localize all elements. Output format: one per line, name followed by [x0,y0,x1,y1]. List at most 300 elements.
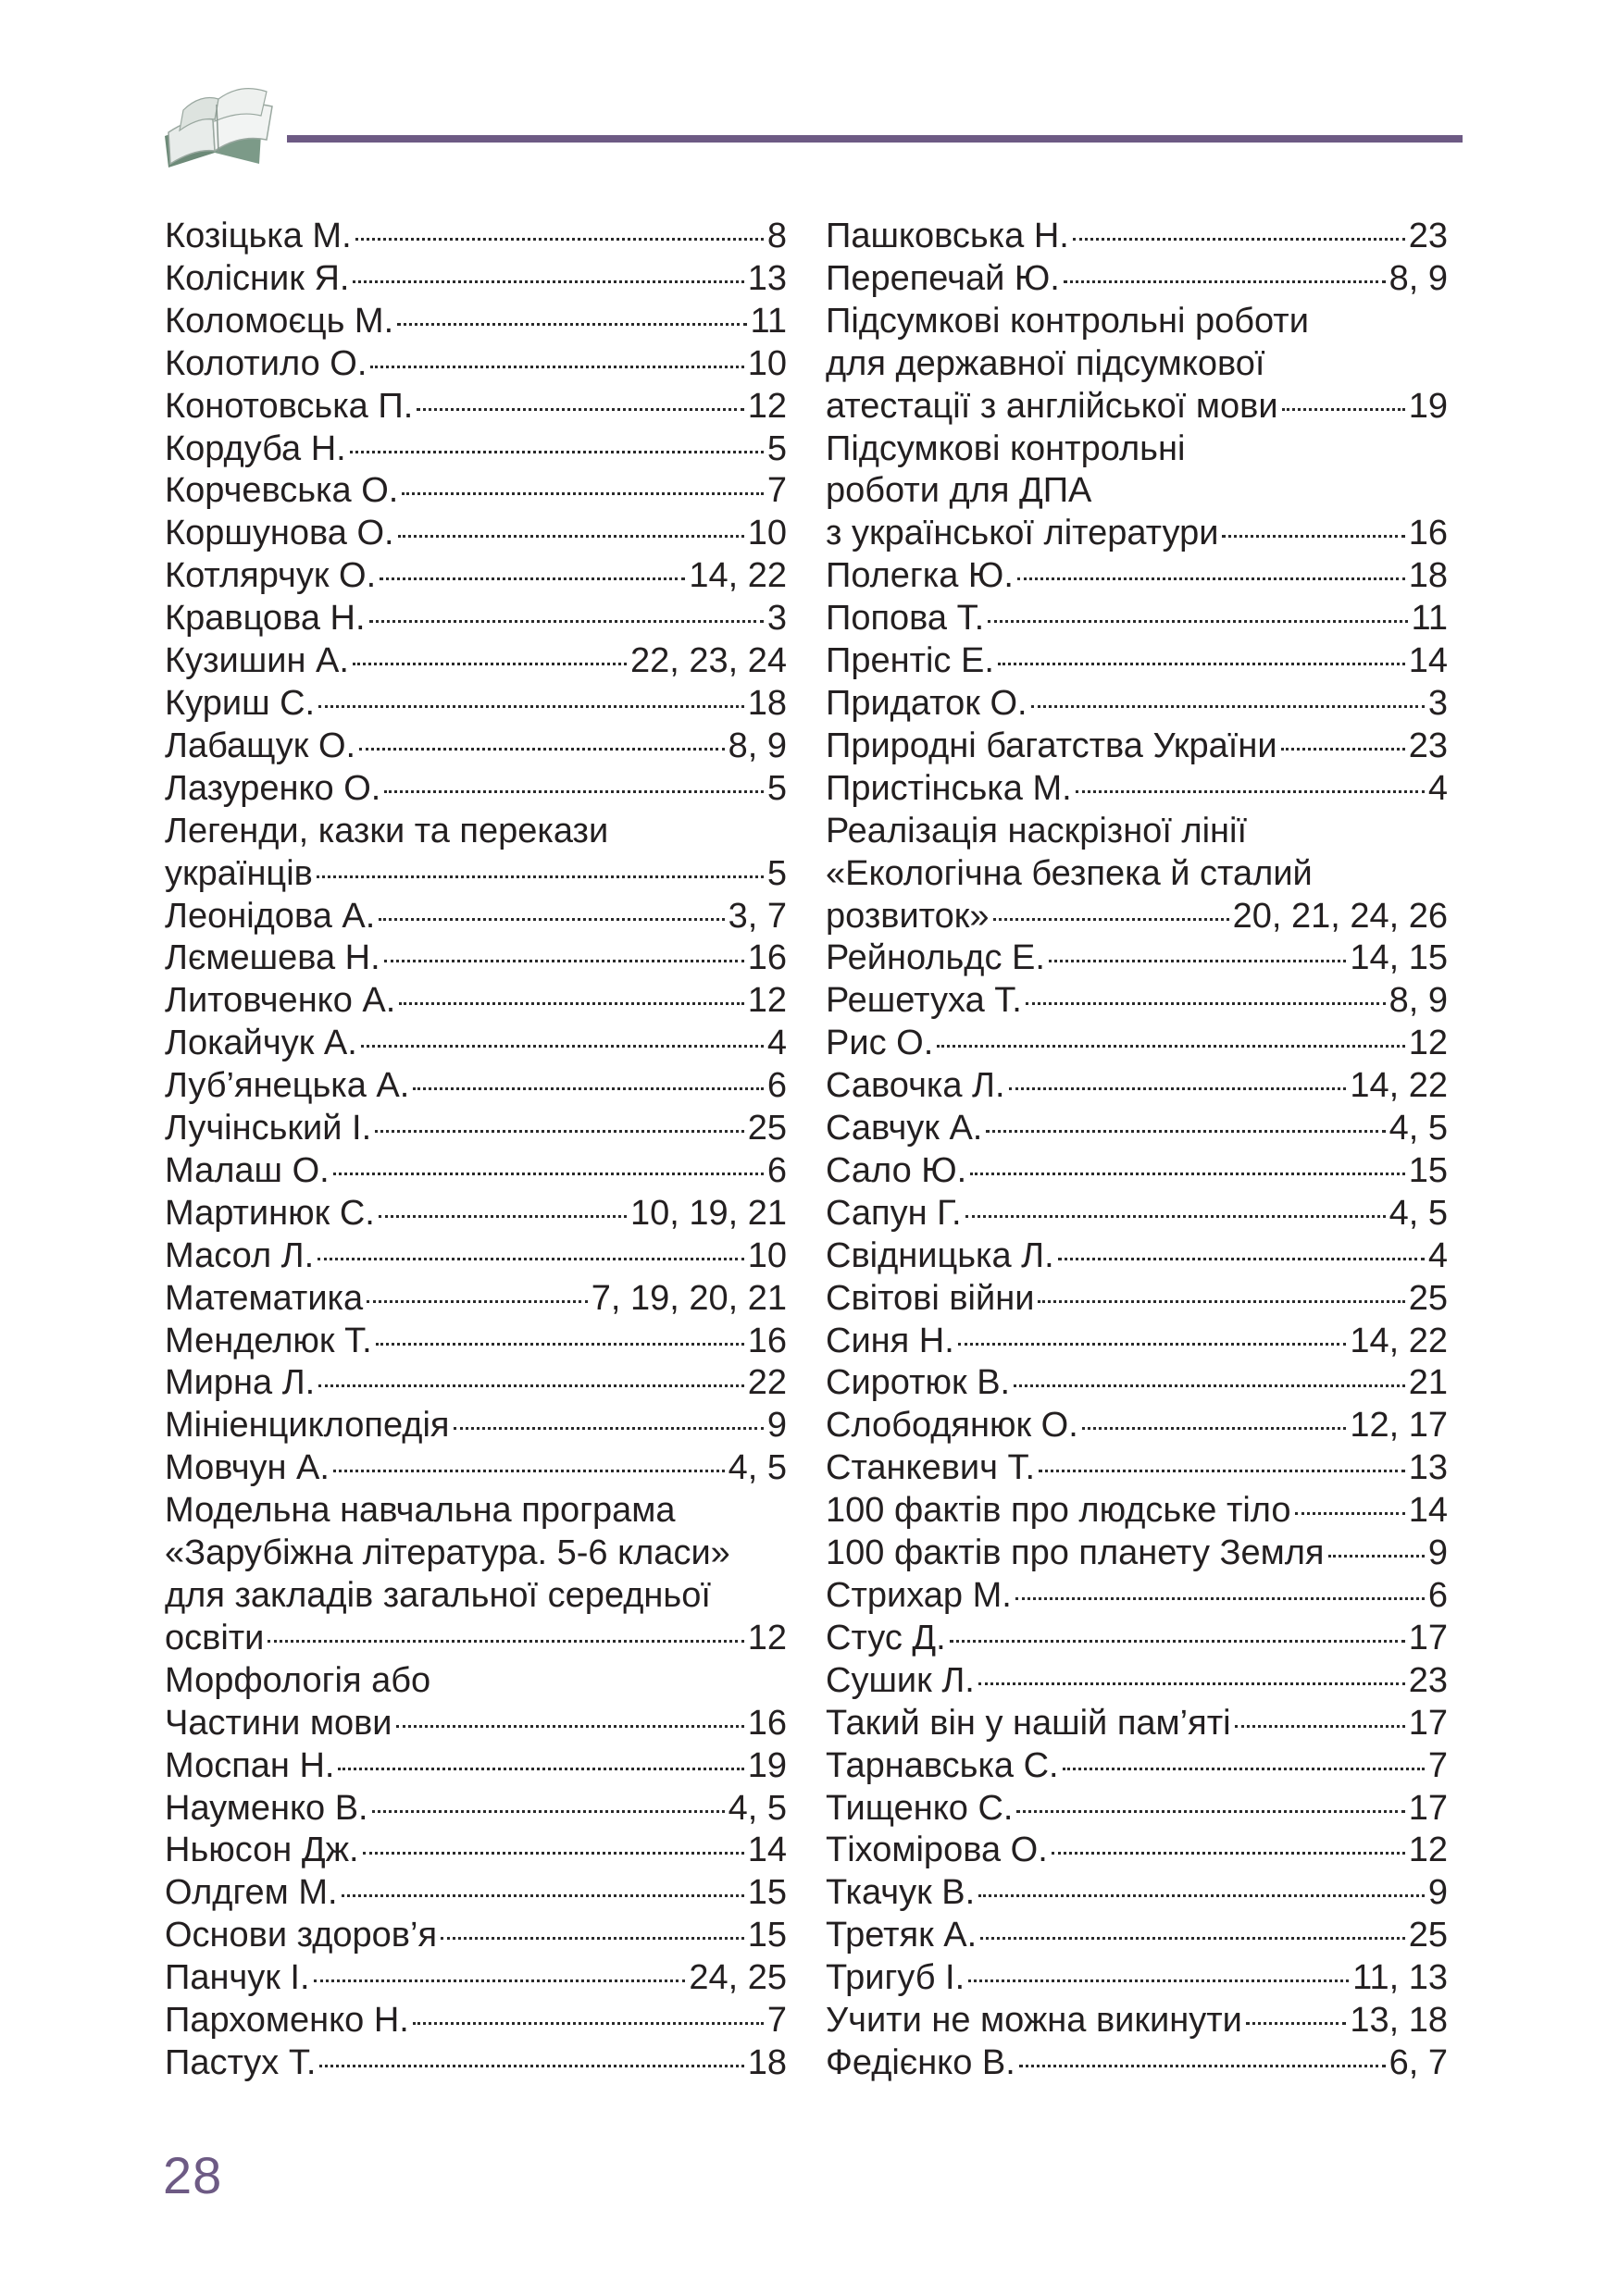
index-entry [165,428,787,471]
dot-leader [376,1343,744,1346]
index-entry [165,2000,787,2042]
index-entry [826,1660,1448,1703]
index-entry [826,1108,1448,1150]
index-entry [165,1150,787,1193]
index-entry-name: Синя Н. [826,1321,954,1360]
dot-leader [318,1258,744,1260]
index-entry-pages: 18 [747,2042,787,2082]
index-entry-pages: 15 [747,1873,787,1913]
index-entry-text: роботи для ДПА [826,471,1092,511]
dot-leader [317,875,764,878]
index-entry-pages: 3 [1427,683,1448,723]
index-entry-row [165,1872,787,1915]
dot-leader [1064,280,1386,283]
index-entry-name: Коршунова О. [165,514,394,553]
index-entry [826,1362,1448,1405]
index-entry [826,726,1448,768]
index-entry [826,1023,1448,1065]
index-entry [826,1788,1448,1831]
index-column-left [165,216,787,2085]
index-entry-pages: 8, 9 [1389,981,1448,1021]
index-entry-row [165,1321,787,1363]
index-entry [826,1618,1448,1660]
index-entry [165,1235,787,1278]
index-entry-text: для закладів загальної середньої [165,1576,711,1615]
index-entry-row [165,216,787,258]
index-entry-name: Сапун Г. [826,1193,962,1233]
index-entry [826,1957,1448,2000]
index-entry-row [826,980,1448,1023]
index-entry [165,301,787,343]
index-entry-name: Тригуб І. [826,1958,965,1998]
dot-leader [384,790,764,793]
index-entry [826,1405,1448,1447]
index-entry-row [826,1235,1448,1278]
index-entry-name: Менделюк Т. [165,1321,372,1360]
index-entry-name: Панчук І. [165,1958,310,1998]
dot-leader [1328,1555,1425,1558]
index-entry [165,258,787,301]
index-entry-row [826,386,1448,428]
index-entry-pages: 24, 25 [689,1958,787,1998]
index-entry-pages: 4 [1427,1235,1448,1275]
index-entry-row [826,1872,1448,1915]
index-entry-name: Світові війни [826,1278,1035,1318]
index-entry [826,301,1448,428]
index-entry-pages: 6 [766,1150,787,1190]
index-entry [826,811,1448,938]
index-entry-pages: 3 [766,599,787,639]
index-entry-name: Олдгем М. [165,1873,338,1913]
index-entry [826,1321,1448,1363]
index-entry-name: 100 фактів про планету Земля [826,1533,1325,1573]
index-entry-pages: 17 [1408,1788,1448,1828]
index-entry-pages: 4, 5 [728,1788,787,1828]
index-entry-name: Ткачук В. [826,1873,976,1913]
index-entry-pages: 14, 22 [1350,1321,1448,1360]
index-entry-name: Кузишин А. [165,641,349,681]
index-entry-text: для державної підсумкової [826,343,1265,383]
index-entry-row [826,258,1448,301]
dot-leader [359,748,725,751]
index-entry [165,1321,787,1363]
index-entry-row [165,896,787,938]
index-entry-name: Малаш О. [165,1150,330,1190]
index-entry-row [826,1830,1448,1872]
index-entry-pages: 23 [1408,217,1448,255]
index-entry-pages: 16 [1408,514,1448,553]
index-entry-name: Рейнольдс Е. [826,938,1045,978]
index-entry-row [165,2042,787,2085]
index-entry [826,1193,1448,1235]
index-entry-name: Станкевич Т. [826,1448,1036,1488]
dot-leader [402,492,764,495]
index-entry-row [826,640,1448,683]
index-entry [165,216,787,258]
index-entry-pages: 23 [1408,1660,1448,1700]
index-entry-pages: 20, 21, 24, 26 [1232,896,1448,936]
index-entry-name: Мартинюк С. [165,1193,375,1233]
index-entry-name: Лучінський І. [165,1109,372,1148]
index-entry-name: Конотовська П. [165,386,414,426]
index-entry-pages: 23 [1408,726,1448,765]
index-entry-text: Морфологія або [165,1660,431,1700]
index-entry-pages: 16 [747,1321,787,1360]
index-entry-row [826,1915,1448,1957]
index-entry [165,1447,787,1490]
index-entry-name: Куриш С. [165,683,316,723]
index-entry-row [826,1957,1448,2000]
dot-leader [370,366,743,368]
index-entry-pages: 12, 17 [1350,1406,1448,1446]
index-entry [826,1065,1448,1108]
index-entry [826,598,1448,640]
header-rule [287,135,1463,143]
index-entry [826,1575,1448,1618]
dot-leader [338,1768,743,1770]
index-entry-pages: 3, 7 [728,896,787,936]
index-entry-row [826,2042,1448,2085]
index-entry-row [165,768,787,811]
dot-leader [1009,1087,1347,1090]
index-entry [165,343,787,386]
index-entry-row [165,1150,787,1193]
dot-leader [986,1130,1385,1133]
index-entry-pages: 7 [766,2001,787,2041]
index-entry [165,1278,787,1321]
dot-leader [1031,705,1425,708]
dot-leader [318,705,744,708]
index-entry-name: Тіхомірова О. [826,1831,1048,1870]
index-entry-pages: 14, 15 [1350,938,1448,978]
index-entry [165,640,787,683]
index-entry-row [826,896,1448,938]
index-entry [826,428,1448,556]
dot-leader [369,620,764,623]
index-entry-row [165,640,787,683]
index-entry-name: Пристінська М. [826,768,1072,808]
index-entry-pages: 25 [1408,1916,1448,1955]
index-entry-row [165,598,787,640]
index-entry [165,1745,787,1788]
index-entry-name: Мирна Л. [165,1363,316,1403]
index-entry-text: Реалізація наскрізної лінії [826,811,1248,850]
index-entry-pages: 13 [1408,1448,1448,1488]
index-entry-name: Пашковська Н. [826,217,1069,255]
dot-leader [1235,1725,1405,1728]
index-entry-name: Сушик Л. [826,1660,975,1700]
index-entry-row [165,386,787,428]
index-entry-row [826,1788,1448,1831]
index-entry-name: Коломоєць М. [165,301,394,341]
index-entry-name: Природні багатства України [826,726,1277,765]
dot-leader [441,1937,744,1940]
index-entry-pages: 15 [747,1916,787,1955]
index-entry-name: Леонідова А. [165,896,376,936]
index-entry-row [165,1447,787,1490]
index-entry-name: Математика [165,1278,364,1318]
dot-leader [342,1894,744,1897]
index-entry-pages: 7 [1427,1745,1448,1785]
dot-leader [319,2065,743,2067]
index-entry [165,1023,787,1065]
index-entry-row [826,1193,1448,1235]
index-entry-pages: 12 [747,386,787,426]
index-entry-text: «Зарубіжна література. 5-6 класи» [165,1533,730,1573]
index-entry [165,513,787,555]
index-entry-name: Федієнко В. [826,2042,1015,2082]
index-entry-row [826,937,1448,980]
index-entry-pages: 21 [1408,1363,1448,1403]
index-entry-pages: 6, 7 [1389,2042,1448,2082]
index-entry-name: Стус Д. [826,1618,946,1657]
index-entry [165,1065,787,1108]
index-entry-pages: 14 [1408,1491,1448,1531]
index-entry [826,2000,1448,2042]
index-entry-row [165,555,787,598]
index-entry-name: Решетуха Т. [826,981,1022,1021]
index-entry-name: Тарнавська С. [826,1745,1059,1785]
index-entry-name: Третяк А. [826,1916,978,1955]
index-entry-pages: 4, 5 [728,1448,787,1488]
index-entry-row [826,1447,1448,1490]
index-entry-name: Лазуренко О. [165,768,381,808]
dot-leader [1014,1384,1405,1387]
index-entry-row [165,726,787,768]
index-entry-row [826,1108,1448,1150]
index-entry [826,555,1448,598]
index-entry [826,1703,1448,1745]
index-entry-pages: 14, 22 [1350,1066,1448,1106]
index-entry-name: 100 фактів про людське тіло [826,1491,1291,1531]
index-entry [826,1745,1448,1788]
index-entry-text: Модельна навчальна програма [165,1491,676,1531]
dot-leader [372,1810,725,1813]
index-entry-pages: 10 [747,343,787,383]
index-entry-row [826,1490,1448,1533]
index-entry-row [165,301,787,343]
dot-leader [398,535,744,538]
index-entry-pages: 6 [1427,1576,1448,1615]
index-entry-name: українців [165,853,313,893]
index-entry-row [826,768,1448,811]
index-entry-pages: 17 [1408,1703,1448,1743]
index-entry-text: Підсумкові контрольні [826,428,1186,468]
index-entry-row [165,1618,787,1660]
index-entry-name: Сиротюк В. [826,1363,1011,1403]
index-entry-row [826,1405,1448,1447]
index-entry [826,1235,1448,1278]
index-entry-row [165,1065,787,1108]
index-entry-pages: 4 [1427,768,1448,808]
dot-leader [993,918,1229,921]
dot-leader [1049,960,1346,962]
index-entry-text: Підсумкові контрольні роботи [826,301,1309,341]
index-entry-row [165,1023,787,1065]
dot-leader [397,323,746,326]
dot-leader [1015,1597,1425,1600]
index-entry [165,811,787,896]
index-entry-name: Науменко В. [165,1788,368,1828]
index-entry-pages: 17 [1408,1618,1448,1657]
dot-leader [454,1427,764,1430]
index-entry-row [826,216,1448,258]
dot-leader [988,620,1407,623]
dot-leader [363,1852,744,1855]
index-entry-row [165,980,787,1023]
index-entry-row [826,1618,1448,1660]
index-entry-pages: 14, 22 [689,556,787,596]
index-column-right [826,216,1448,2085]
index-entry-row [826,1703,1448,1745]
index-entry-name: Сало Ю. [826,1150,967,1190]
index-entry-name: атестації з англійської мови [826,386,1278,426]
index-entry-pages: 25 [747,1109,787,1148]
dot-leader [268,1640,743,1643]
index-entry-name: Попова Т. [826,599,985,639]
index-entry-pages: 12 [747,981,787,1021]
index-entry-row [165,853,787,896]
dot-leader [970,1173,1404,1175]
index-entry-name: Перепечай Ю. [826,258,1060,298]
index-entry [165,937,787,980]
index-entry-row [165,1745,787,1788]
index-entry-name: Масол Л. [165,1235,315,1275]
index-entry-name: Учити не можна викинути [826,2001,1242,2041]
index-entry [165,683,787,726]
index-entry-pages: 4, 5 [1389,1193,1448,1233]
dot-leader [1017,577,1405,580]
index-entry-name: Придаток О. [826,683,1027,723]
index-entry-name: Кордуба Н. [165,428,346,468]
index-entry-pages: 5 [766,853,787,893]
index-entry-row [165,937,787,980]
index-entry-name: Котлярчук О. [165,556,377,596]
dot-leader [1039,1470,1405,1472]
dot-leader [1026,1002,1386,1005]
index-entry-name: Моспан Н. [165,1745,335,1785]
dot-leader [1063,1768,1425,1770]
index-entry-name: Полегка Ю. [826,556,1014,596]
dot-leader [380,577,685,580]
index-entry [165,1830,787,1872]
index-entry-pages: 14 [1408,641,1448,681]
dot-leader [355,238,764,241]
index-entry-name: Савчук А. [826,1109,983,1148]
index-entry [826,1278,1448,1321]
dot-leader [978,1682,1405,1685]
index-entry [826,640,1448,683]
index-entry-name: з української літератури [826,514,1219,553]
index-entry [165,1788,787,1831]
index-entry-name: Такий він у нашій пам’яті [826,1703,1231,1743]
index-entry-name: Прентіс Е. [826,641,994,681]
dot-leader [1082,1427,1347,1430]
dot-leader [937,1045,1404,1048]
index-entry [826,1872,1448,1915]
index-entry [826,1915,1448,1957]
index-entry-pages: 9 [1427,1533,1448,1573]
index-entry-pages: 5 [766,428,787,468]
index-entry-name: Мініенциклопедія [165,1406,450,1446]
dot-leader [314,1980,686,1982]
index-entry-name: Тищенко С. [826,1788,1014,1828]
index-entry-pages: 8, 9 [728,726,787,765]
index-entry-name: Рис О. [826,1024,934,1063]
index-entry-name: Свідницька Л. [826,1235,1054,1275]
index-entry-row [826,1575,1448,1618]
index-entry-row [826,2000,1448,2042]
dot-leader [353,280,743,283]
index-entry-row [165,343,787,386]
index-entry-name: Ньюсон Дж. [165,1831,359,1870]
dot-leader [1073,238,1405,241]
dot-leader [318,1384,744,1387]
index-entry-name: Кравцова Н. [165,599,366,639]
index-entry-pages: 8 [766,217,787,255]
index-entry-row [826,1660,1448,1703]
dot-leader [978,1894,1425,1897]
index-entry [165,598,787,640]
dot-leader [1282,408,1405,411]
index-entry [826,980,1448,1023]
index-entry-row [165,470,787,513]
index-entry-pages: 9 [1427,1873,1448,1913]
index-entry [165,1108,787,1150]
dot-leader [980,1937,1405,1940]
index-entry-pages: 4, 5 [1389,1109,1448,1148]
index-entry-name: Пархоменко Н. [165,2001,409,2041]
index-entry-pages: 10 [747,514,787,553]
index-entry-row [826,683,1448,726]
dot-leader [1295,1512,1405,1515]
index-entry-row [826,1023,1448,1065]
index-entry-pages: 15 [1408,1150,1448,1190]
index-entry [165,1405,787,1447]
index-entry-pages: 5 [766,768,787,808]
index-entry-pages: 11 [750,301,787,341]
index-entry [165,386,787,428]
index-entry-name: Слободянюк О. [826,1406,1078,1446]
index-entry-row [165,683,787,726]
index-entry [165,1193,787,1235]
index-entry-pages: 12 [1408,1831,1448,1870]
index-entry [826,1490,1448,1533]
index-entry [826,937,1448,980]
index-entry-pages: 10, 19, 21 [629,1193,787,1233]
page-number: 28 [163,2146,223,2204]
index-entry-pages: 13, 18 [1350,2001,1448,2041]
index-entry-row [826,598,1448,640]
index-entry [826,768,1448,811]
index-entry-row [826,513,1448,555]
index-entry-pages: 9 [766,1406,787,1446]
index-entry [826,1447,1448,1490]
index-entry-name: Козіцька М. [165,217,352,255]
dot-leader [1076,790,1425,793]
index-entry-text: Легенди, казки та перекази [165,811,609,850]
index-entry-pages: 16 [747,1703,787,1743]
index-entry-row [165,1830,787,1872]
index-entry-row [826,1150,1448,1193]
index-entry-name: Локайчук А. [165,1024,357,1063]
index-entry-row [165,1405,787,1447]
index-entry-pages: 11, 13 [1352,1958,1448,1998]
index-entry-pages: 12 [747,1618,787,1657]
dot-leader [384,960,744,962]
index-entry [165,980,787,1023]
index-entry-row [826,1745,1448,1788]
